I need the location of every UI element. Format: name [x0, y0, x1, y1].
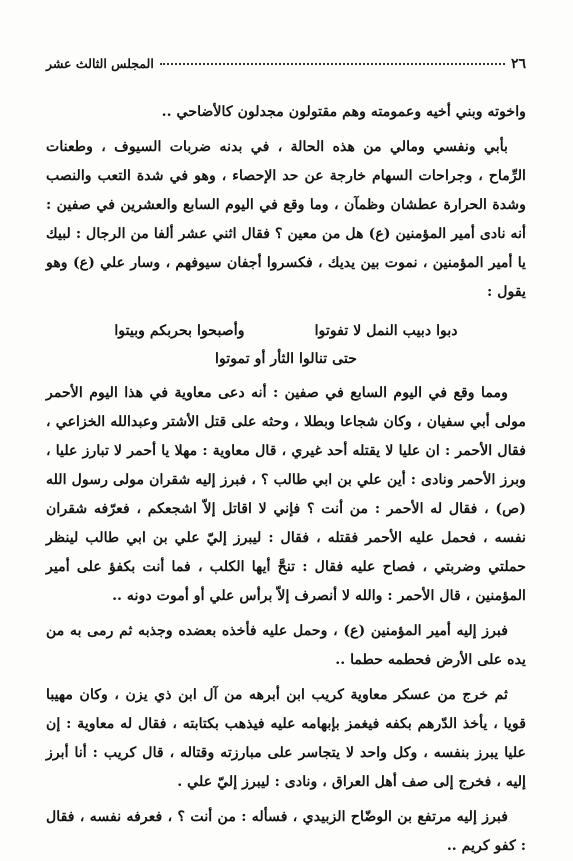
poem-line-2 [46, 345, 526, 373]
paragraph-3: ومما وقع في اليوم السابع في صفين : أنه دعى معاوية في هذا اليوم الأحمر مولى أبي سفيان ، وكان شجاعا وبطلا ، وحثه على قتل الأشتر وعبدالله الخزاعي ، فقال الأحمر : ان عليا لا يقتله أحد غيري ، قال معاوية : مهلا يا أحمر لا تبارز عليا ، وبرز الأحمر ونادى : أين علي بن ابي طالب ؟ ، فبرز إليه شقران مولى رسول الله (ص) ، فقال له الأحمر : من أنت ؟ فإني لا اقاتل إلاّ اشجعكم ، فعرّفه شقران نفسه ، فحمل عليه الأحمر فقتله ، فقال : ليبرز إليّ علي بن ابي طالب لينظر حملتي وضربتي ، فصاح عليه فقال : تنحَّ أيها الكلب ، فما أنت بكفؤ على أمير المؤمنين ، قال الأحمر : والله لا أنصرف إلاّ برأس علي أو أموت دونه .. [46, 385, 526, 604]
chapter-title: المجلس الثالث عشر [46, 56, 154, 71]
paragraph-2: بأبي ونفسي ومالي من هذه الحالة ، في بدنه ضربات السيوف ، وطعنات الرِّماح ، وجراحات السهام خارجة عن حد الإحصاء ، وهو في شدة التعب والنصب وشدة الحرارة عطشان وظمآن ، وما وقع في اليوم السابع والعشرين في صفين : أنه نادى أمير المؤمنين (ع) هل من معين ؟ فقال اثني عشر ألفا من الرجال : لبيك يا أمير المؤمنين ، نموت بين يديك ، فكسروا أجفان سيوفهم ، وسار علي (ع) وهو يقول : [46, 139, 526, 300]
paragraph-6: فبرز إليه مرتفع بن الوضّاح الزبيدي ، فسأله : من أنت ؟ ، فعرفه نفسه ، فقال : كفو كريم .. [46, 809, 526, 854]
poem-verse [46, 317, 526, 373]
page-number: ٢٦ [510, 56, 526, 72]
header-dotted-leader [160, 63, 505, 65]
paragraph-5: ثم خرج من عسكر معاوية كريب ابن أبرهه من آل ابن ذي يزن ، وكان مهيبا قويا ، يأخذ الدّرهم بكفه فيغمز بإبهامه عليه فيذهب بكتابته ، فقال له معاوية : إن عليا يبرز بنفسه ، وكل واحد لا يتجاسر على مبارزته وقتاله ، قال كريب : أنا أبرز إليه ، فخرج إلى صف أهل العراق ، ونادى : ليبرز إليّ علي . [46, 687, 526, 790]
running-header [46, 56, 526, 72]
poem-hemistich-left: وأصبحوا بحربكم وبيتوا [114, 323, 245, 339]
poem-line-1 [46, 317, 526, 345]
paragraph-1: واخوته وبني أخيه وعمومته وهم مقتولون مجدلون كالأضاحي .. [161, 104, 526, 120]
poem-hemistich-right: دبوا دبيب النمل لا تفوتوا [314, 323, 458, 339]
paragraph-4: فبرز إليه أمير المؤمنين (ع) ، وحمل عليه فأخذه بعضده وجذبه ثم رمى به من يده على الأرض فحطمه حطما .. [46, 623, 526, 668]
poem-hemistich-center: حتى تنالوا الثأر أو تموتوا [215, 351, 357, 367]
